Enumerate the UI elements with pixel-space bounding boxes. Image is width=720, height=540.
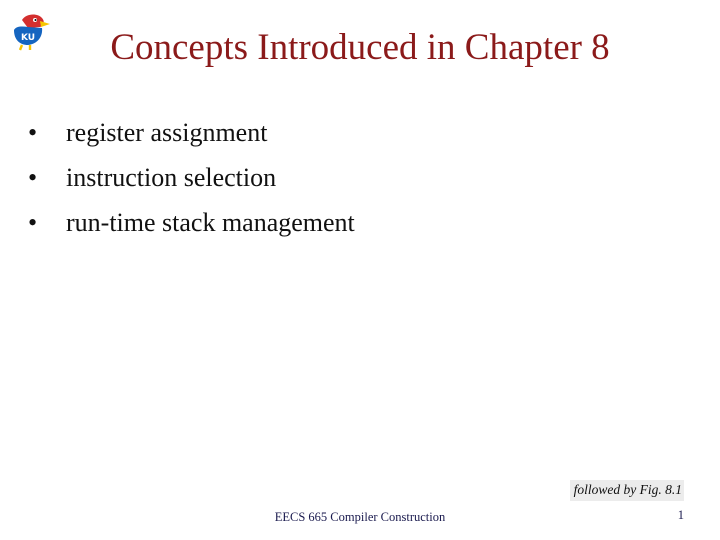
bullet-text: run-time stack management — [66, 208, 355, 237]
bullet-item — [28, 163, 355, 193]
footer-text: EECS 665 Compiler Construction — [274, 510, 446, 524]
page-number: 1 — [677, 508, 684, 522]
bullet-item — [28, 208, 355, 238]
figure-note: followed by Fig. 8.1 — [570, 480, 684, 501]
bullet-text: instruction selection — [66, 163, 277, 192]
bullet-icon: • — [28, 163, 38, 192]
logo-text: KU — [20, 33, 36, 43]
slide-title: Concepts Introduced in Chapter 8 — [110, 27, 610, 68]
bullet-text: register assignment — [66, 118, 268, 147]
bullet-item — [28, 118, 355, 148]
bullet-icon: • — [28, 208, 38, 237]
bullet-list — [28, 118, 355, 253]
bullet-icon: • — [28, 118, 38, 147]
